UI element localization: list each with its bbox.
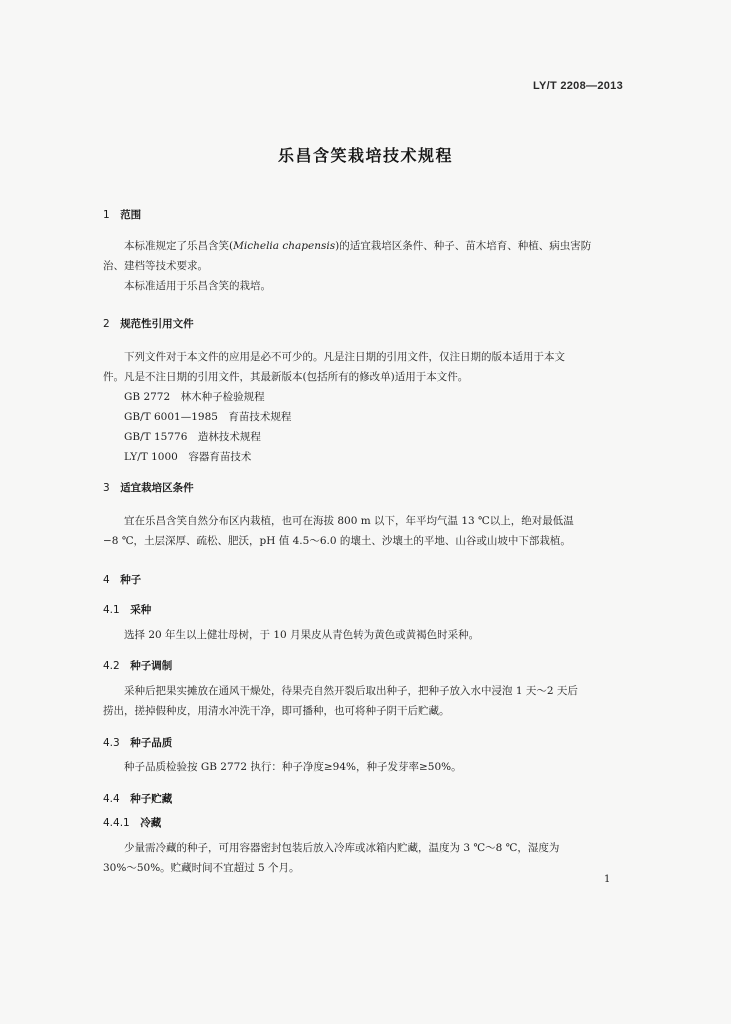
section-title: 种子: [120, 574, 142, 586]
section-number: 3: [103, 482, 110, 494]
text-line: 治、建档等技术要求。: [103, 260, 208, 272]
section-4-3-heading: [103, 735, 172, 750]
reference-item: GB 2772 林木种子检验规程: [124, 391, 265, 403]
section-title: 范围: [120, 209, 142, 221]
text-line: 采种后把果实摊放在通风干燥处，待果壳自然开裂后取出种子，把种子放入水中浸泡 1 天～2 天后: [124, 685, 578, 697]
section-title: 种子贮藏: [130, 793, 173, 805]
section-number: 4: [103, 574, 110, 586]
text-line: 选择 20 年生以上健壮母树，于 10 月果皮从青色转为黄色或黄褐色时采种。: [124, 629, 480, 641]
text-line: 种子品质检验按 GB 2772 执行：种子净度≥94%，种子发芽率≥50%。: [124, 761, 462, 773]
section-2-paragraph-1: [103, 347, 623, 387]
section-number: 4.2: [103, 660, 120, 672]
text-line: 件。凡是不注日期的引用文件，其最新版本(包括所有的修改单)适用于本文件。: [103, 371, 469, 383]
section-3-paragraph-1: [103, 511, 623, 551]
section-number: 2: [103, 318, 110, 330]
section-1-paragraph-1: [103, 236, 623, 276]
section-title: 适宜栽培区条件: [120, 482, 194, 494]
section-title: 种子品质: [130, 737, 173, 749]
section-title: 冷藏: [140, 817, 162, 829]
text-line: 少量需冷藏的种子，可用容器密封包装后放入冷库或冰箱内贮藏，温度为 3 ℃～8 ℃，湿度为: [124, 842, 560, 854]
section-number: 4.4.1: [103, 817, 130, 829]
section-number: 4.1: [103, 604, 120, 616]
section-2-heading: [103, 316, 194, 331]
document-number: LY/T 2208—2013: [532, 80, 623, 92]
section-4-heading: [103, 572, 141, 587]
latin-name: Michelia chapensis: [233, 240, 336, 252]
section-4-4-1-heading: [103, 815, 161, 830]
section-number: 4.4: [103, 793, 120, 805]
text-run: 本标准规定了乐昌含笑(: [124, 240, 234, 252]
reference-item: GB/T 6001—1985 育苗技术规程: [124, 411, 292, 423]
section-4-2-paragraph: [103, 681, 623, 721]
section-title: 采种: [130, 604, 152, 616]
text-line: 本标准适用于乐昌含笑的栽培。: [124, 280, 271, 292]
reference-item: LY/T 1000 容器育苗技术: [124, 451, 252, 463]
section-3-heading: [103, 480, 194, 495]
text-line: 捞出，搓掉假种皮，用清水冲洗干净，即可播种，也可将种子阴干后贮藏。: [103, 705, 450, 717]
text-line: 宜在乐昌含笑自然分布区内栽植，也可在海拔 800 m 以下，年平均气温 13 ℃以上，绝对最低温: [124, 515, 574, 527]
text-line: 下列文件对于本文件的应用是必不可少的。凡是注日期的引用文件，仅注日期的版本适用于本文: [124, 351, 565, 363]
section-4-4-heading: [103, 791, 172, 806]
text-line: −8 ℃，土层深厚、疏松、肥沃，pH 值 4.5～6.0 的壤土、沙壤土的平地、山谷或山坡中下部栽植。: [103, 535, 571, 547]
section-4-4-1-paragraph: [103, 838, 623, 878]
section-title: 种子调制: [130, 660, 173, 672]
section-number: 1: [103, 209, 110, 221]
section-4-3-paragraph: [103, 757, 623, 777]
page-number: 1: [604, 874, 611, 885]
text-run: )的适宜栽培区条件、种子、苗木培育、种植、病虫害防: [335, 240, 592, 252]
section-number: 4.3: [103, 737, 120, 749]
section-4-1-paragraph: [103, 625, 623, 645]
document-title: 乐昌含笑栽培技术规程: [277, 146, 453, 165]
section-1-heading: [103, 207, 141, 222]
section-title: 规范性引用文件: [120, 318, 194, 330]
section-4-1-heading: [103, 602, 151, 617]
section-1-paragraph-2: [103, 276, 623, 296]
reference-item: GB/T 15776 造林技术规程: [124, 431, 261, 443]
section-4-2-heading: [103, 658, 172, 673]
text-line: 30%～50%。贮藏时间不宜超过 5 个月。: [103, 862, 300, 874]
